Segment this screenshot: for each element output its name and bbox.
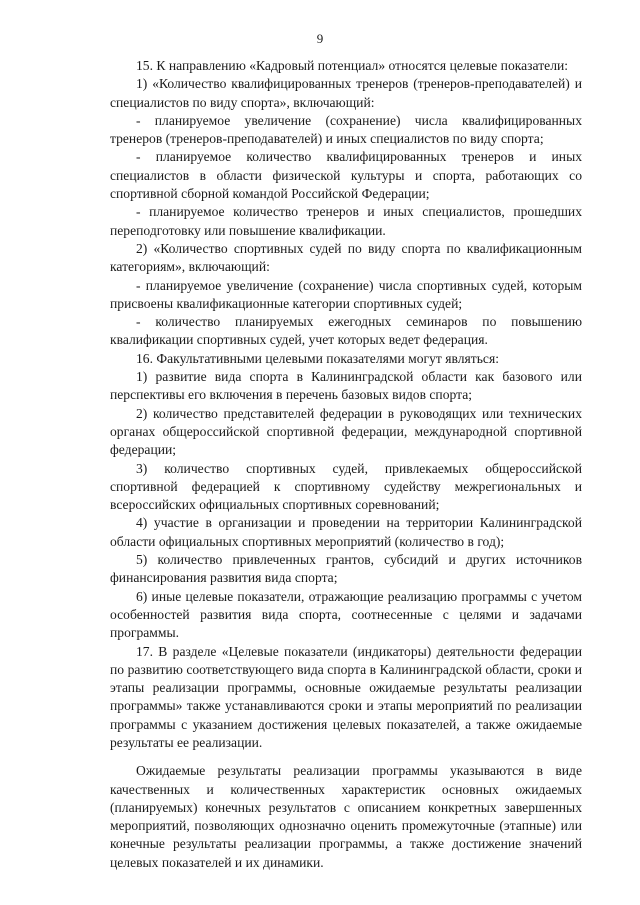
paragraph-expected-results: Ожидаемые результаты реализации программы указываются в виде качественных и количественных характеристик основных ожидаемых (планируемых) конечных результатов с описанием конкретных завершенных мероприятий, позволяющих однозначно оценить промежуточные (этапные) или конечные результаты реализации программы, а также достижение значений целевых показателей и их динамики. [110,763,582,870]
document-body [110,57,582,872]
paragraph-16-heading: 16. Факультативными целевыми показателями могут являться: [136,350,499,366]
paragraph-15-item-1-bullet-1: - планируемое увеличение (сохранение) числа квалифицированных тренеров (тренеров-преподавателей) и иных специалистов по виду спорта; [110,112,582,147]
paragraph-16-item-2: 2) количество представителей федерации в руководящих или технических органах общероссийской спортивной федерации, международной спортивной федерации; [110,405,582,458]
paragraph-15-item-1-bullet-3: - планируемое количество тренеров и иных специалистов, прошедших переподготовку или повышение квалификации. [110,204,582,238]
paragraph-15-item-2-bullet-2: - количество планируемых ежегодных семинаров по повышению квалификации спортивных судей, учет которых ведет федерация. [110,314,582,348]
paragraph-15-item-1-bullet-2: - планируемое количество квалифицированных тренеров и иных специалистов в области физической культуры и спорта, работающих со спортивной сборной командой Российской Федерации; [110,149,582,202]
paragraph-15-item-1: 1) «Количество квалифицированных тренеров (тренеров-преподавателей) и специалистов по виду спорта», включающий: [110,76,582,110]
paragraph-17: 17. В разделе «Целевые показатели (индикаторы) деятельности федерации по развитию соответствующего вида спорта в Калининградской области, сроки и этапы реализации программы, основные ожидаемые результаты реализации программы» также устанавливаются сроки и этапы мероприятий по реализации программы с указанием достижения целевых показателей, а также ожидаемые результаты ее реализации. [110,643,582,750]
paragraph-16-item-1: 1) развитие вида спорта в Калининградской области как базового или перспективы его включения в перечень базовых видов спорта; [110,369,582,403]
paragraph-16-item-3: 3) количество спортивных судей, привлекаемых общероссийской спортивной федерацией к спортивному судейству межрегиональных и всероссийских официальных спортивных соревнований; [110,460,582,513]
paragraph-15-item-2: 2) «Количество спортивных судей по виду спорта по квалификационным категориям», включающий: [110,240,582,275]
page-number: 9 [316,31,324,46]
paragraph-16-item-5: 5) количество привлеченных грантов, субсидий и других источников финансирования развития вида спорта; [110,552,582,586]
paragraph-16-item-6: 6) иные целевые показатели, отражающие реализацию программы с учетом особенностей развития вида спорта, соотнесенные с целями и задачами программы. [110,588,582,641]
paragraph-15-heading: 15. К направлению «Кадровый потенциал» относятся целевые показатели: [136,58,569,73]
paragraph-16-item-4: 4) участие в организации и проведении на территории Калининградской области официальных спортивных мероприятий (количество в год); [110,515,582,549]
paragraph-15-item-2-bullet-1: - планируемое увеличение (сохранение) числа спортивных судей, которым присвоены квалификационные категории спортивных судей; [110,277,582,311]
